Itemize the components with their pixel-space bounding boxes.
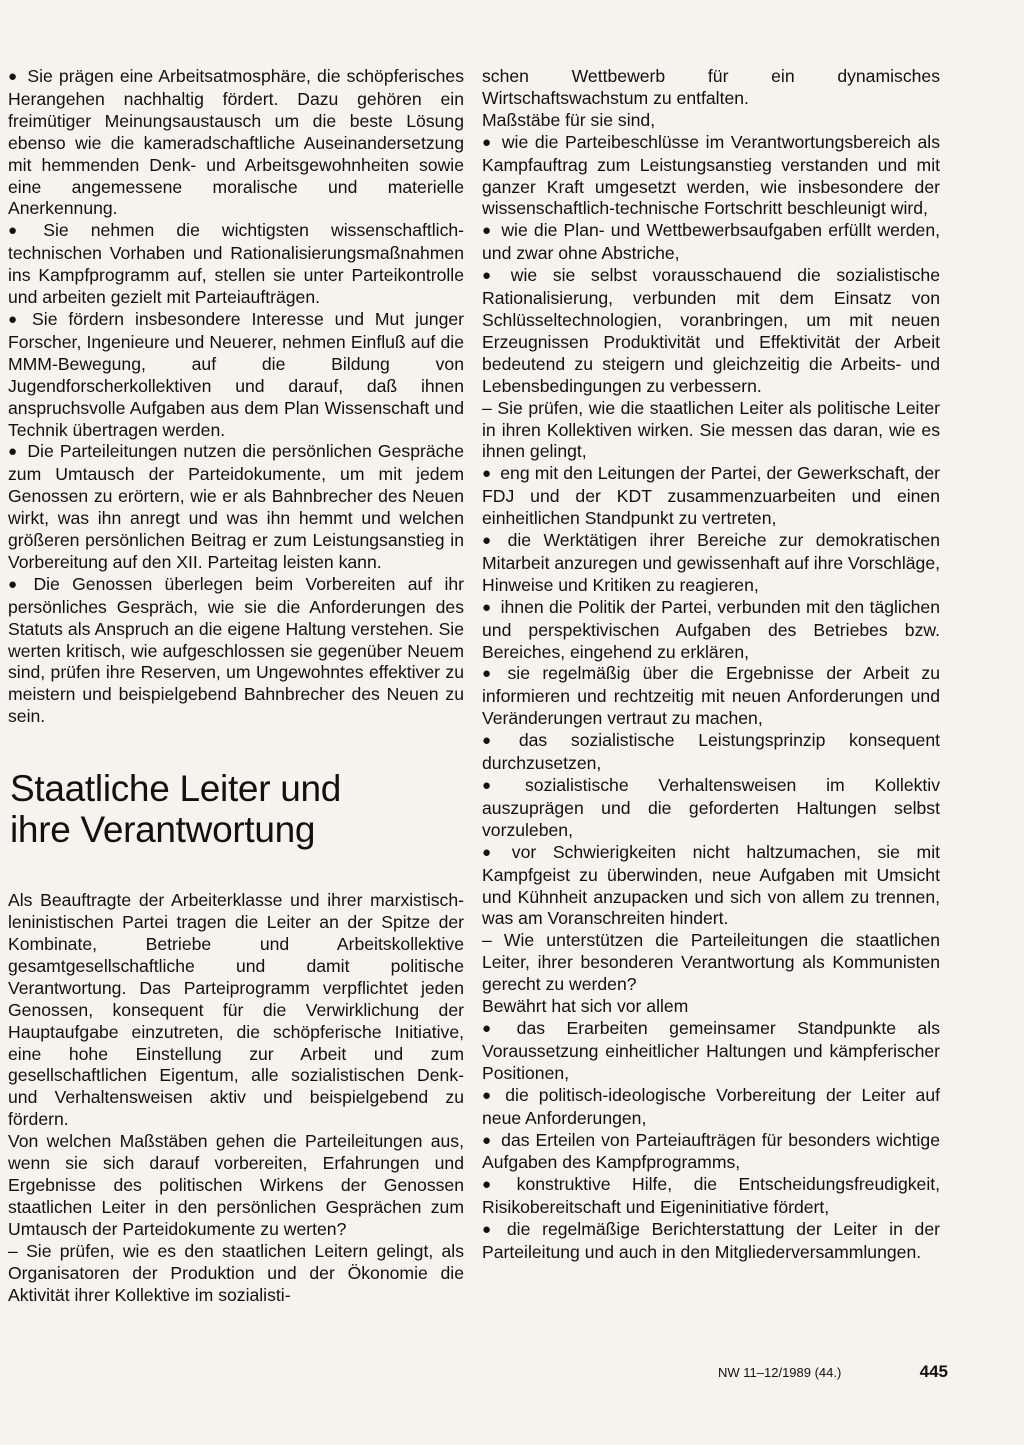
bullet-item: ● konstruktive Hilfe, die Entscheidungsfreudigkeit, Risikobereitschaft und Eigeninitiative fördert, <box>482 1174 940 1219</box>
right-column <box>482 66 940 1264</box>
bullet-item: ● die regelmäßige Berichterstattung der Leiter in der Parteileitung und auch in den Mitgliederversammlungen. <box>482 1219 940 1264</box>
body-paragraph: Maßstäbe für sie sind, <box>482 109 656 130</box>
dash-paragraph: – Sie prüfen, wie die staatlichen Leiter als politische Leiter in ihren Kollektiven wirken. Sie messen das daran, wie es ihnen gelingt, <box>482 397 940 462</box>
bullet-item: ● das Erteilen von Parteiaufträgen für besonders wichtige Aufgaben des Kampfprogramms, <box>482 1130 940 1175</box>
issue-reference: NW 11–12/1989 (44.) <box>718 1365 842 1380</box>
bullet-item: ● wie die Parteibeschlüsse im Verantwortungsbereich als Kampfauftrag zum Leistungsanstieg verstanden und mit ganzer Kraft umgesetzt werden, wie insbesondere der wissenschaftlich-technische Fortschritt beschleunigt wird, <box>482 132 940 221</box>
heading-line-1: Staatliche Leiter und <box>10 768 342 810</box>
page-number: 445 <box>919 1362 948 1381</box>
bullet-paragraph: ● Sie fördern insbesondere Interesse und Mut junger Forscher, Ingenieure und Neuerer, nehmen Einfluß auf die MMM-Bewegung, auf die Bildung von Jugendforscherkollektiven und darauf, daß ihnen anspruchsvolle Aufgaben aus dem Plan Wissenschaft und Technik übertragen werden. <box>8 309 464 441</box>
bullet-item: ● wie die Plan- und Wettbewerbsaufgaben erfüllt werden, und zwar ohne Abstriche, <box>482 220 940 265</box>
bullet-item: ● sozialistische Verhaltensweisen im Kollektiv auszuprägen und die geforderten Haltungen selbst vorzuleben, <box>482 775 940 842</box>
bullet-paragraph: ● Die Parteileitungen nutzen die persönlichen Gespräche zum Umtausch der Parteidokumente, um mit jedem Genossen zu erörtern, wie er als Bahnbrecher des Neuen wirkt, was ihn anregt und was ihn hemmt und welchen größeren persönlichen Beitrag er zum Leistungsanstieg in Vorbereitung auf den XII. Parteitag leisten kann. <box>8 441 464 573</box>
bullet-item: ● wie sie selbst vorausschauend die sozialistische Rationalisierung, verbunden mit dem Einsatz von Schlüsseltechnologien, voranbringen, um mit neuen Erzeugnissen Produktivität und Effektivität der Arbeit bedeutend zu steigern und gleichzeitig die Arbeits- und Lebensbedingungen zu verbessern. <box>482 265 940 397</box>
body-paragraph: Bewährt hat sich vor allem <box>482 996 689 1017</box>
section-heading <box>10 768 464 850</box>
dash-paragraph: – Wie unterstützen die Parteileitungen die staatlichen Leiter, ihrer besonderen Verantwortung als Kommunisten gerecht zu werden? <box>482 930 940 995</box>
bullet-item: ● vor Schwierigkeiten nicht haltzumachen, sie mit Kampfgeist zu überwinden, neue Aufgaben mit Umsicht und Kühnheit anzupacken und sich von allem zu trennen, was am Voranschreiten hindert. <box>482 842 940 931</box>
bullet-item: ● eng mit den Leitungen der Partei, der Gewerkschaft, der FDJ und der KDT zusammenzuarbeiten und einen einheitlichen Standpunkt zu vertreten, <box>482 463 940 530</box>
bullet-item: ● sie regelmäßig über die Ergebnisse der Arbeit zu informieren und rechtzeitig mit neuen Anforderungen und Veränderungen vertraut zu machen, <box>482 663 940 730</box>
bullet-item: ● das Erarbeiten gemeinsamer Standpunkte als Voraussetzung einheitlicher Haltungen und kämpferischer Positionen, <box>482 1018 940 1085</box>
left-column <box>8 66 464 1306</box>
body-paragraph: schen Wettbewerb für ein dynamisches Wirtschaftswachstum zu entfalten. <box>482 66 940 108</box>
bullet-item: ● die Werktätigen ihrer Bereiche zur demokratischen Mitarbeit anzuregen und gewissenhaft auf ihre Vorschläge, Hinweise und Kritiken zu reagieren, <box>482 530 940 597</box>
bullet-paragraph: ● Die Genossen überlegen beim Vorbereiten auf ihr persönliches Gespräch, wie sie die Anforderungen des Statuts als Anspruch an die eigene Haltung verstehen. Sie werten kritisch, wie aufgeschlossen sie gegenüber Neuem sind, prüfen ihre Reserven, um Ungewohntes effektiver zu meistern und beispielgebend Bahnbrecher des Neuen zu sein. <box>8 574 464 728</box>
heading-line-2: ihre Verantwortung <box>10 809 316 851</box>
bullet-item: ● ihnen die Politik der Partei, verbunden mit den täglichen und perspektivischen Aufgaben des Betriebes bzw. Bereiches, eingehend zu erklären, <box>482 597 940 664</box>
body-paragraph: – Sie prüfen, wie es den staatlichen Leitern gelingt, als Organisatoren der Produktion und der Ökonomie die Aktivität ihrer Kollektive im sozialisti- <box>8 1240 464 1305</box>
bullet-paragraph: ● Sie nehmen die wichtigsten wissenschaftlich-technischen Vorhaben und Rationalisierungsmaßnahmen ins Kampfprogramm auf, stellen sie unter Parteikontrolle und arbeiten gezielt mit Parteiaufträgen. <box>8 220 464 309</box>
bullet-item: ● das sozialistische Leistungsprinzip konsequent durchzusetzen, <box>482 730 940 775</box>
bullet-paragraph: ● Sie prägen eine Arbeitsatmosphäre, die schöpferisches Herangehen nachhaltig fördert. Dazu gehören ein freimütiger Meinungsaustausch um die beste Lösung ebenso wie die kameradschaftliche Auseinandersetzung mit hemmenden Denk- und Arbeitsgewohnheiten sowie eine angemessene moralische und materielle Anerkennung. <box>8 66 464 220</box>
bullet-item: ● die politisch-ideologische Vorbereitung der Leiter auf neue Anforderungen, <box>482 1085 940 1130</box>
page-footer <box>718 1362 948 1382</box>
body-paragraph: Von welchen Maßstäben gehen die Parteileitungen aus, wenn sie sich darauf vorbereiten, Erfahrungen und Ergebnisse des politischen Wirkens der Genossen staatlichen Leiter in den persönlichen Gesprächen zum Umtausch der Parteidokumente zu werten? <box>8 1131 464 1239</box>
body-paragraph: Als Beauftragte der Arbeiterklasse und ihrer marxistisch-leninistischen Partei tragen die Leiter an der Spitze der Kombinate, Betriebe und Arbeitskollektive gesamtgesellschaftliche und damit politische Verantwortung. Das Parteiprogramm verpflichtet jeden Genossen, konsequent für die Verwirklichung der Hauptaufgabe einzutreten, die schöpferische Initiative, eine hohe Einstellung zur Arbeit und zum gesellschaftlichen Eigentum, alle sozialistischen Denk- und Verhaltensweisen aktiv und beispielgebend zu fördern. <box>8 890 464 1130</box>
